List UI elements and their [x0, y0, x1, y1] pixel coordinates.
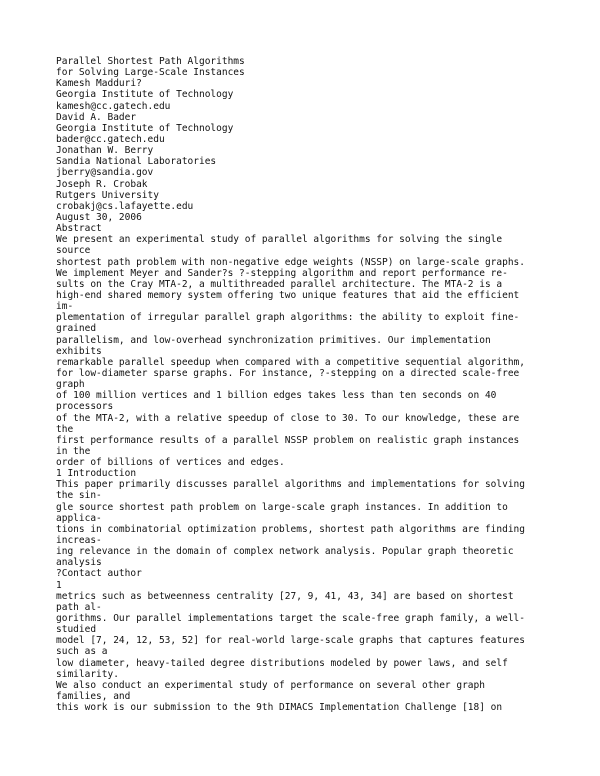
text-line: sults on the Cray MTA-2, a multithreaded parallel architecture. The MTA-2 is a	[56, 278, 503, 290]
text-line: of 100 million vertices and 1 billion edges takes less than ten seconds on 40	[56, 390, 497, 402]
text-line: Rutgers University	[56, 189, 159, 201]
text-line: plementation of irregular parallel graph algorithms: the ability to exploit fine-	[56, 312, 520, 324]
text-line: remarkable parallel speedup when compared with a competitive sequential algorithm,	[56, 356, 525, 368]
text-line: ?Contact author	[56, 568, 142, 580]
text-line: Joseph R. Crobak	[56, 178, 148, 190]
text-line: for Solving Large-Scale Instances	[56, 67, 245, 79]
text-line: tions in combinatorial optimization problems, shortest path algorithms are finding	[56, 523, 525, 535]
text-line: exhibits	[56, 345, 102, 357]
text-line: low diameter, heavy-tailed degree distributions modeled by power laws, and self	[56, 657, 508, 669]
document-page	[56, 56, 576, 713]
text-line: model [7, 24, 12, 53, 52] for real-world large-scale graphs that captures features	[56, 635, 525, 647]
text-line: im-	[56, 301, 74, 313]
text-line: Kamesh Madduri?	[56, 78, 142, 90]
text-line: first performance results of a parallel NSSP problem on realistic graph instances	[56, 434, 520, 446]
text-line: 1	[56, 579, 62, 591]
text-line: families, and	[56, 691, 131, 703]
text-line: bader@cc.gatech.edu	[56, 133, 165, 145]
text-line: Parallel Shortest Path Algorithms	[56, 56, 245, 67]
text-line: Abstract	[56, 223, 102, 235]
text-line: jberry@sandia.gov	[56, 167, 154, 179]
text-line: grained	[56, 323, 97, 335]
text-line: gorithms. Our parallel implementations target the scale-free graph family, a well-	[56, 613, 525, 625]
text-line: similarity.	[56, 668, 119, 680]
text-line: parallelism, and low-overhead synchronization primitives. Our implementation	[56, 334, 491, 346]
text-line: path al-	[56, 601, 102, 613]
text-line: August 30, 2006	[56, 211, 142, 223]
text-line: in the	[56, 445, 91, 457]
text-line: analysis	[56, 557, 102, 569]
text-line: We also conduct an experimental study of performance on several other graph	[56, 679, 485, 691]
text-line: the	[56, 423, 74, 435]
text-line: crobakj@cs.lafayette.edu	[56, 200, 194, 212]
text-line: shortest path problem with non-negative edge weights (NSSP) on large-scale graphs.	[56, 256, 525, 268]
text-line: the sin-	[56, 490, 102, 502]
text-line: applica-	[56, 512, 102, 524]
text-line: gle source shortest path problem on large-scale graph instances. In addition to	[56, 501, 508, 513]
text-line: for low-diameter sparse graphs. For instance, ?-stepping on a directed scale-free	[56, 367, 520, 379]
text-line: We present an experimental study of parallel algorithms for solving the single	[56, 234, 503, 246]
text-line: We implement Meyer and Sander?s ?-stepping algorithm and report performance re-	[56, 267, 508, 279]
text-line: David A. Bader	[56, 111, 137, 123]
text-line: Jonathan W. Berry	[56, 145, 154, 157]
text-line: 1 Introduction	[56, 468, 137, 480]
text-line: this work is our submission to the 9th DIMACS Implementation Challenge [18] on	[56, 702, 503, 714]
text-line: source	[56, 245, 91, 257]
text-line: order of billions of vertices and edges.	[56, 457, 285, 469]
text-line: studied	[56, 624, 97, 636]
text-line: graph	[56, 379, 85, 391]
text-line: Georgia Institute of Technology	[56, 89, 234, 101]
text-line: increas-	[56, 535, 102, 547]
text-line: high-end shared memory system offering two unique features that aid the efficient	[56, 289, 520, 301]
text-line: of the MTA-2, with a relative speedup of close to 30. To our knowledge, these are	[56, 412, 520, 424]
text-line: Sandia National Laboratories	[56, 156, 217, 168]
text-line: ing relevance in the domain of complex network analysis. Popular graph theoretic	[56, 546, 514, 558]
text-line: This paper primarily discusses parallel algorithms and implementations for solving	[56, 479, 525, 491]
text-line: processors	[56, 401, 114, 413]
text-line: Georgia Institute of Technology	[56, 122, 234, 134]
text-line: kamesh@cc.gatech.edu	[56, 100, 171, 112]
text-line: metrics such as betweenness centrality [27, 9, 41, 43, 34] are based on shortest	[56, 590, 514, 602]
text-line: such as a	[56, 646, 108, 658]
